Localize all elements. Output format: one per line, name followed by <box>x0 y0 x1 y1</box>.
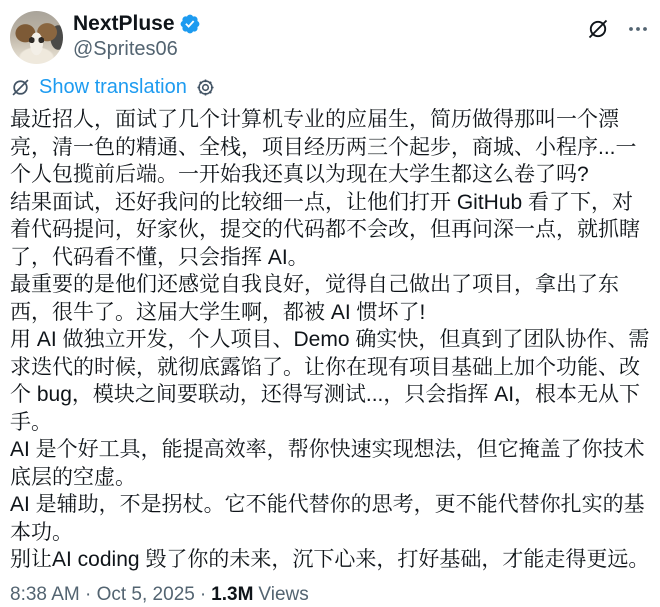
tweet-paragraph: 最近招人，面试了几个计算机专业的应届生，简历做得那叫一个漂亮，清一色的精通、全栈，项目经历两三个起步，商城、小程序...一个人包揽前后端。一开始我还真以为现在大学生都这么卷了吗? <box>10 108 637 186</box>
tweet-header <box>10 11 650 64</box>
grok-translate-icon <box>10 77 31 98</box>
tweet-paragraph: 最重要的是他们还感觉自我良好，觉得自己做出了项目，拿出了东西，很牛了。这届大学生啊，都被 AI 惯坏了! <box>10 273 619 324</box>
user-handle[interactable]: @Sprites06 <box>73 38 178 60</box>
timestamp-row <box>10 583 650 607</box>
timestamp[interactable]: 8:38 AM · Oct 5, 2025 <box>10 583 195 605</box>
header-actions <box>586 11 650 41</box>
tweet-paragraph: AI 是个好工具，能提高效率，帮你快速实现想法，但它掩盖了你技术底层的空虚。 <box>10 438 645 489</box>
views-label: Views <box>258 583 309 605</box>
views-count: 1.3M <box>211 583 254 605</box>
tweet-paragraph: AI 是辅助，不是拐杖。它不能代替你的思考，更不能代替你扎实的基本功。 <box>10 493 645 544</box>
more-options-button[interactable] <box>626 17 650 41</box>
display-name[interactable]: NextPluse <box>73 12 175 35</box>
more-ellipsis-icon <box>626 17 650 41</box>
tweet-paragraph: 结果面试，还好我问的比较细一点，让他们打开 GitHub 看了下，对着代码提问，好家伙，提交的代码都不会改，但再问深一点，就抓瞎了，代码看不懂，只会指挥 AI。 <box>10 190 640 269</box>
separator-dot: · <box>199 583 207 605</box>
tweet-paragraph: 别让AI coding 毁了你的未来，沉下心来，打好基础，才能走得更远。 <box>10 548 650 571</box>
grok-actions-button[interactable] <box>586 17 610 41</box>
show-translation-link[interactable]: Show translation <box>39 76 187 98</box>
translation-bar <box>10 75 650 99</box>
tweet-text <box>10 106 650 574</box>
gear-icon[interactable] <box>195 77 216 98</box>
verified-badge-icon <box>179 13 201 35</box>
avatar[interactable] <box>10 11 63 64</box>
tweet-paragraph: 用 AI 做独立开发，个人项目、Demo 确实快，但真到了团队协作、需求迭代的时候，就彻底露馅了。让你在现有项目基础上加个功能、改个 bug，模块之间要联动，还得写测试...，只会指挥 AI，根本无从下手。 <box>10 328 650 434</box>
author-block <box>73 11 586 62</box>
grok-icon <box>586 17 610 41</box>
